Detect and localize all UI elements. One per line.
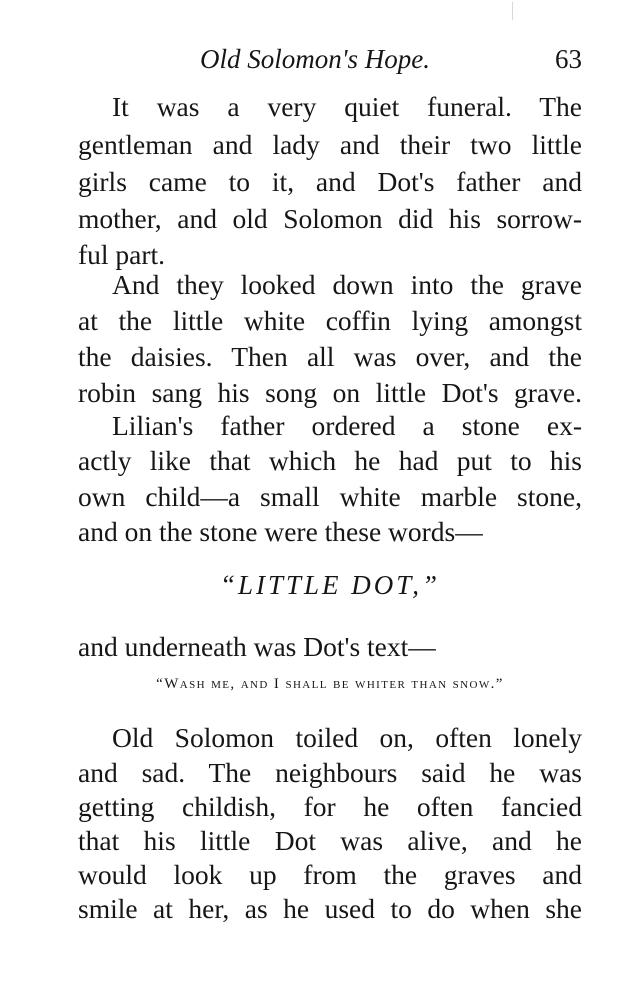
paragraph-3-line-3: own child—a small white marble stone,: [78, 481, 582, 512]
paragraph-4-line-2: and sad. The neighbours said he was: [78, 757, 582, 788]
paragraph-1-line-3: girls came to it, and Dot's father and: [78, 166, 582, 197]
paragraph-4-line-5: would look up from the graves and: [78, 859, 582, 890]
paragraph-2-line-4: robin sang his song on little Dot's grave.: [78, 377, 582, 408]
paragraph-3-line-1: Lilian's father ordered a stone ex-: [112, 410, 582, 441]
paragraph-1-line-5: ful part.: [78, 239, 166, 270]
paragraph-4-line-1: Old Solomon toiled on, often lonely: [112, 722, 582, 753]
paragraph-4-line-6: smile at her, as he used to do when she: [78, 893, 582, 924]
paragraph-1-line-1: It was a very quiet funeral. The: [112, 91, 582, 122]
scripture-verse: “Wash me, and I shall be whiter than snow.”: [156, 676, 504, 692]
paragraph-3-line-2: actly like that which he had put to his: [78, 445, 582, 476]
paragraph-1-line-2: gentleman and lady and their two little: [78, 129, 582, 160]
paragraph-3-line-4: and on the stone were these words—: [78, 516, 483, 547]
paragraph-4-line-4: that his little Dot was alive, and he: [78, 825, 582, 856]
running-head-title: Old Solomon's Hope.: [200, 44, 431, 74]
epitaph: “LITTLE DOT,”: [219, 570, 441, 600]
after-epitaph-line: and underneath was Dot's text—: [78, 631, 436, 662]
margin-mark: [512, 2, 513, 20]
paragraph-2-line-3: the daisies. Then all was over, and the: [78, 341, 582, 372]
page-number: 63: [555, 44, 582, 74]
paragraph-2-line-1: And they looked down into the grave: [112, 269, 582, 300]
paragraph-1-line-4: mother, and old Solomon did his sorrow-: [78, 203, 582, 234]
paragraph-4-line-3: getting childish, for he often fancied: [78, 791, 582, 822]
running-head: [78, 44, 582, 80]
paragraph-2-line-2: at the little white coffin lying amongst: [78, 305, 582, 336]
